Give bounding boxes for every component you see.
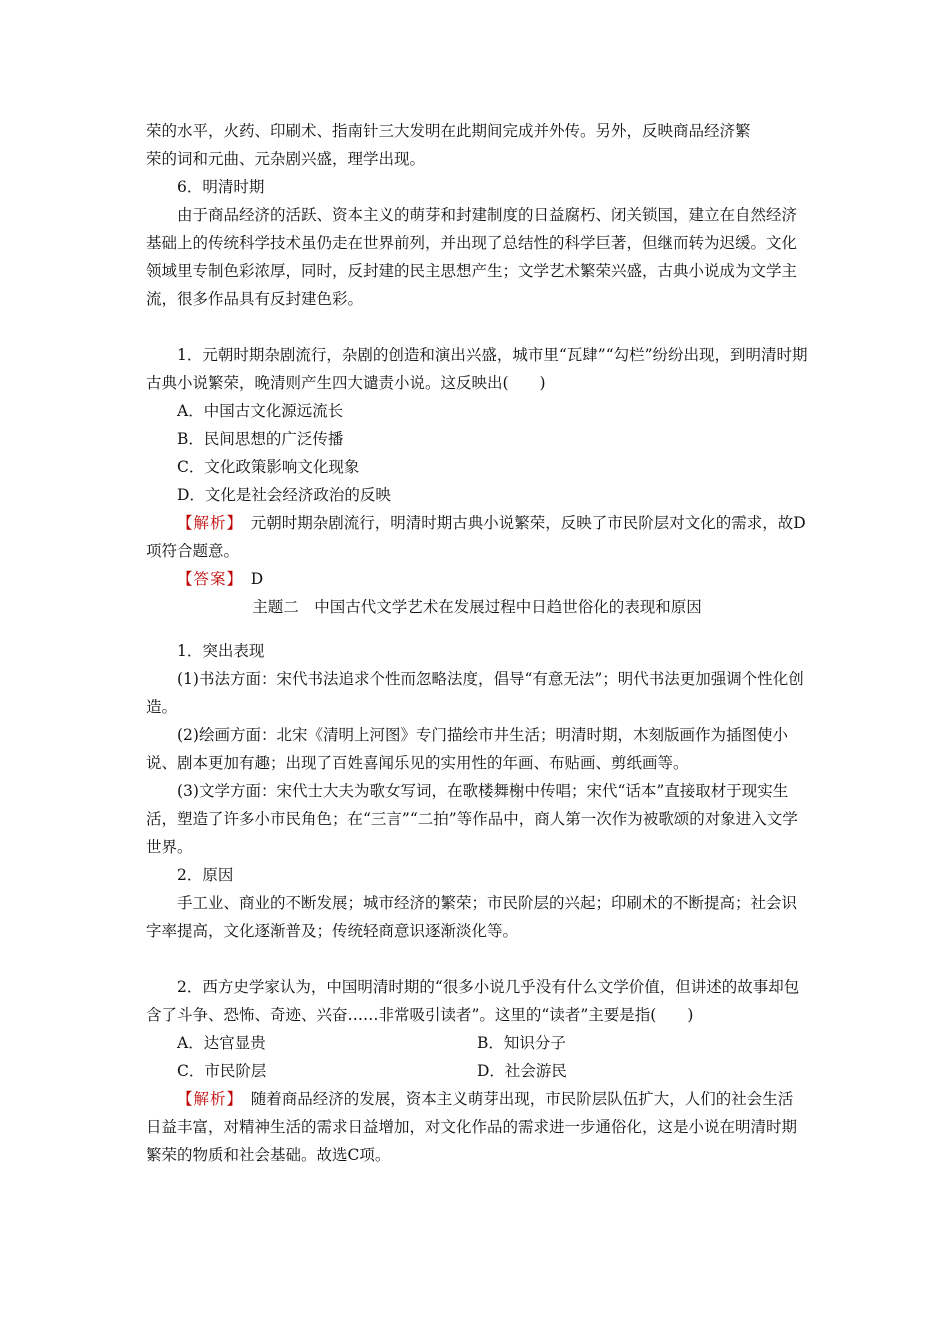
section6-body: 由于商品经济的活跃、资本主义的萌芽和封建制度的日益腐朽、闭关锁国，建立在自然经济基础上的传统科学技术虽仍走在世界前列，并出现了总结性的科学巨著，但继而转为迟缓。文化领域里专制色彩浓厚，同时，反封建的民主思想产生；文学艺术繁荣兴盛，古典小说成为文学主流，很多作品具有反封建色彩。 <box>146 206 798 308</box>
spacer <box>146 945 808 973</box>
question1-option-c: C．文化政策影响文化现象 <box>177 458 360 476</box>
question2-options-row-2 <box>146 1057 808 1085</box>
question1-stem: 1．元朝时期杂剧流行，杂剧的创造和演出兴盛，城市里“瓦肆”“勾栏”纷纷出现，到明清时期古典小说繁荣，晚清则产生四大谴责小说。这反映出( ) <box>146 346 808 392</box>
analysis-tag: 【解析】 <box>177 1090 236 1108</box>
analysis-text: 元朝时期杂剧流行，明清时期古典小说繁荣，反映了市民阶层对文化的需求，故D项符合题意。 <box>146 514 806 560</box>
question1-answer <box>146 565 808 593</box>
question2-option-b: B．知识分子 <box>477 1034 566 1052</box>
question2-options-row-1 <box>146 1029 808 1057</box>
document-page <box>146 117 808 1169</box>
intro-line-2: 荣的词和元曲、元杂剧兴盛，理学出现。 <box>146 150 426 168</box>
section6-heading: 6．明清时期 <box>177 178 265 196</box>
theme2-sub1: 1．突出表现 <box>177 642 265 660</box>
theme2-sub2: 2．原因 <box>177 866 234 884</box>
spacer <box>146 621 808 637</box>
question1-option-a: A．中国古文化源远流长 <box>177 402 344 420</box>
answer-text: D <box>250 570 264 588</box>
question2-analysis <box>146 1085 808 1169</box>
question1-option-b: B．民间思想的广泛传播 <box>177 430 344 448</box>
question1-analysis <box>146 509 808 565</box>
theme2-reason: 手工业、商业的不断发展；城市经济的繁荣；市民阶层的兴起；印刷术的不断提高；社会识字率提高，文化逐渐普及；传统轻商意识逐渐淡化等。 <box>146 894 798 940</box>
spacer <box>146 313 808 341</box>
theme2-item-1: (1)书法方面：宋代书法追求个性而忽略法度，倡导“有意无法”；明代书法更加强调个性化创造。 <box>146 670 804 716</box>
question2-stem: 2．西方史学家认为，中国明清时期的“很多小说几乎没有什么文学价值，但讲述的故事却包含了斗争、恐怖、奇迹、兴奋……非常吸引读者”。这里的“读者”主要是指( ) <box>146 978 800 1024</box>
analysis-tag: 【解析】 <box>177 514 236 532</box>
answer-tag: 【答案】 <box>177 570 236 588</box>
question2-option-c: C．市民阶层 <box>177 1062 267 1080</box>
theme2-item-3: (3)文学方面：宋代士大夫为歌女写词，在歌楼舞榭中传唱；宋代“话本”直接取材于现实生活，塑造了许多小市民角色；在“三言”“二拍”等作品中，商人第一次作为被歌颂的对象进入文学世界。 <box>146 782 798 856</box>
question1-option-d: D．文化是社会经济政治的反映 <box>177 486 391 504</box>
theme2-title: 主题二 中国古代文学艺术在发展过程中日趋世俗化的表现和原因 <box>252 598 702 616</box>
intro-line-1: 荣的水平，火药、印刷术、指南针三大发明在此期间完成并外传。另外，反映商品经济繁 <box>146 122 751 140</box>
question2-option-a: A．达官显贵 <box>177 1034 266 1052</box>
theme2-item-2: (2)绘画方面：北宋《清明上河图》专门描绘市井生活；明清时期，木刻版画作为插图使小说、剧本更加有趣；出现了百姓喜闻乐见的实用性的年画、布贴画、剪纸画等。 <box>146 726 788 772</box>
question2-option-d: D．社会游民 <box>477 1062 567 1080</box>
analysis-text: 随着商品经济的发展，资本主义萌芽出现，市民阶层队伍扩大，人们的社会生活日益丰富，对精神生活的需求日益增加，对文化作品的需求进一步通俗化，这是小说在明清时期繁荣的物质和社会基础。故选C项。 <box>146 1090 798 1164</box>
